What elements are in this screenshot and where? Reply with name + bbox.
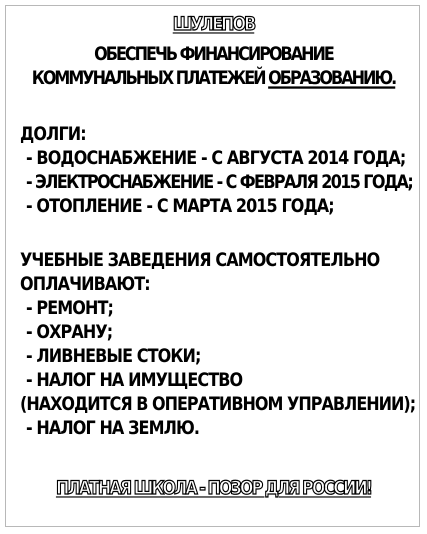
debts-heading: ДОЛГИ:: [20, 122, 86, 145]
school-item: - НАЛОГ НА ИМУЩЕСТВО: [26, 368, 243, 391]
headline-line-1: ОБЕСПЕЧЬ ФИНАНСИРОВАНИЕ: [94, 42, 333, 65]
debt-item: - ЭЛЕКТРОСНАБЖЕНИЕ - С ФЕВРАЛЯ 2015 ГОДА;: [26, 170, 413, 193]
school-item: - ЛИВНЕВЫЕ СТОКИ;: [26, 344, 201, 367]
title: ШУЛЕПОВ: [172, 12, 255, 35]
schools-heading-line-2: ОПЛАЧИВАЮТ:: [20, 272, 150, 295]
school-item: - ОХРАНУ;: [26, 320, 113, 343]
school-item: - НАЛОГ НА ЗЕМЛЮ.: [26, 416, 200, 439]
debt-item: - ОТОПЛЕНИЕ - С МАРТА 2015 ГОДА;: [26, 194, 334, 217]
headline-line-2: [0, 68, 427, 89]
headline-emphasis: ОБРАЗОВАНИЮ.: [268, 66, 396, 89]
schools-heading-line-1: УЧЕБНЫЕ ЗАВЕДЕНИЯ САМОСТОЯТЕЛЬНО: [20, 248, 380, 271]
headline-line-2-prefix: КОММУНАЛЬНЫХ ПЛАТЕЖЕЙ: [31, 66, 265, 89]
school-item-note: (НАХОДИТСЯ В ОПЕРАТИВНОМ УПРАВЛЕНИИ);: [20, 392, 416, 415]
footer-slogan: ПЛАТНАЯ ШКОЛА - ПОЗОР ДЛЯ РОССИИ!: [55, 476, 372, 499]
school-item: - РЕМОНТ;: [26, 296, 113, 319]
debt-item: - ВОДОСНАБЖЕНИЕ - С АВГУСТА 2014 ГОДА;: [26, 146, 406, 169]
